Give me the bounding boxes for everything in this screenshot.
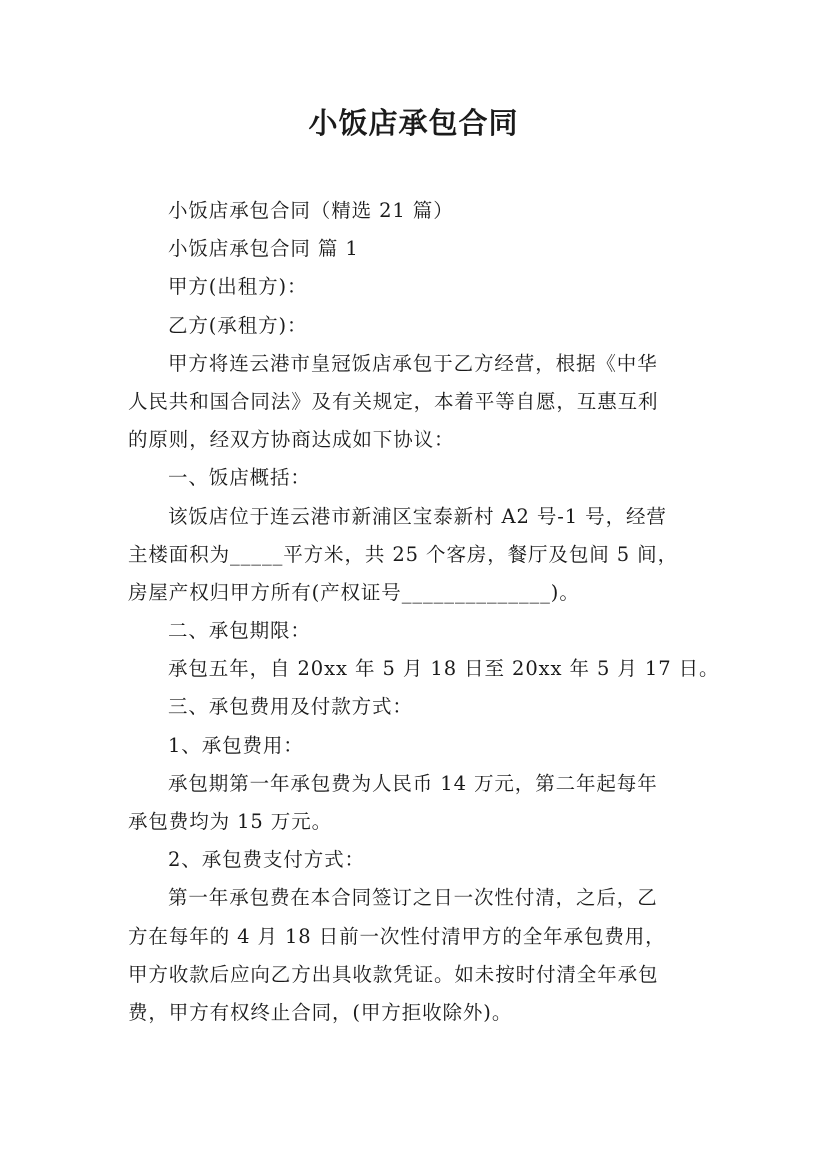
paragraph-line: 小饭店承包合同（精选 21 篇） [168,199,454,222]
paragraph-line: 乙方(承租方)： [168,313,308,337]
paragraph-line: 小饭店承包合同 篇 1 [168,237,359,261]
paragraph-line: 主楼面积为_____平方米，共 25 个客房，餐厅及包间 5 间， [128,542,678,566]
paragraph-line: 人民共和国合同法》及有关规定，本着平等自愿，互惠互利 [128,389,659,413]
paragraph-line: 的原则，经双方协商达成如下协议： [128,428,455,452]
paragraph-line: 甲方(出租方)： [168,275,308,299]
document-body [128,192,720,1032]
paragraph-line: 一、饭店概括： [168,466,311,490]
paragraph-line: 费，甲方有权终止合同，(甲方拒收除外)。 [128,1000,513,1024]
paragraph-line: 方在每年的 4 月 18 日前一次性付清甲方的全年承包费用， [128,924,666,948]
paragraph-line: 二、承包期限： [168,619,311,643]
paragraph-line: 房屋产权归甲方所有(产权证号______________)。 [128,580,580,604]
paragraph-line: 承包期第一年承包费为人民币 14 万元，第二年起每年 [168,771,658,795]
paragraph-line: 第一年承包费在本合同签订之日一次性付清，之后，乙 [168,886,658,910]
document-title: 小饭店承包合同 [308,106,519,140]
paragraph-line: 甲方收款后应向乙方出具收款凭证。如未按时付清全年承包 [128,962,659,986]
paragraph-line: 1、承包费用： [168,733,304,757]
paragraph-line: 三、承包费用及付款方式： [168,695,413,719]
paragraph-line: 承包费均为 15 万元。 [128,810,333,833]
paragraph-line: 甲方将连云港市皇冠饭店承包于乙方经营，根据《中华 [168,351,658,375]
paragraph-line: 该饭店位于连云港市新浦区宝泰新村 A2 号-1 号，经营 [168,504,667,528]
paragraph-line: 2、承包费支付方式： [168,848,365,872]
paragraph-line: 承包五年，自 20xx 年 5 月 18 日至 20xx 年 5 月 17 日。 [168,657,720,681]
